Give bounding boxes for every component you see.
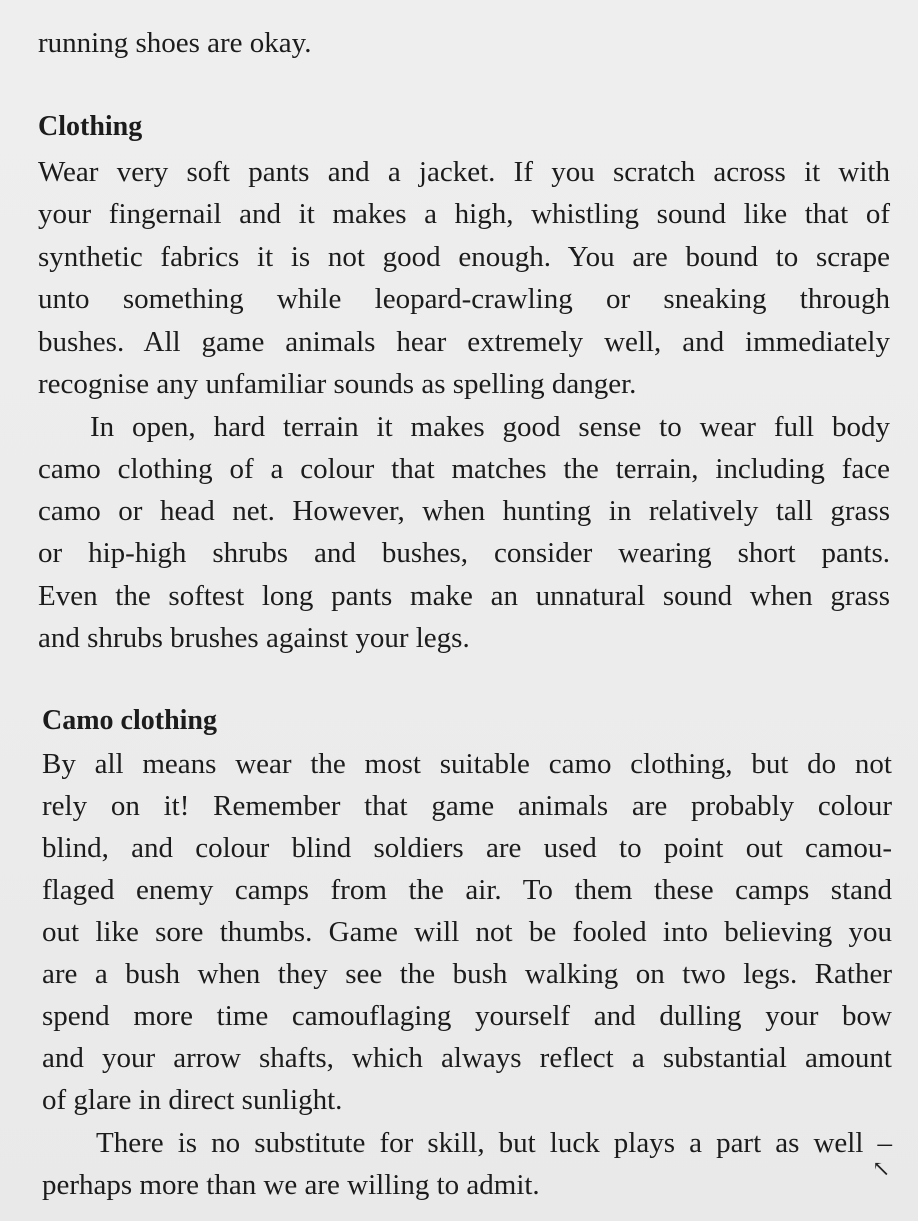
section-heading-clothing: Clothing xyxy=(38,111,143,142)
text-line: By all means wear the most suitable camo clothing, but do not xyxy=(42,748,892,780)
text-line: blind, and colour blind soldiers are used to point out camou- xyxy=(42,832,892,864)
text-line: camo clothing of a colour that matches the terrain, including face xyxy=(38,453,890,485)
text-line: and shrubs brushes against your legs. xyxy=(38,622,470,654)
text-line: Even the softest long pants make an unnatural sound when grass xyxy=(38,580,890,612)
text-line: Wear very soft pants and a jacket. If you scratch across it with xyxy=(38,156,890,188)
text-line: spend more time camouflaging yourself and dulling your bow xyxy=(42,1000,892,1032)
text-line: synthetic fabrics it is not good enough. You are bound to scrape xyxy=(38,241,890,273)
text-line: or hip-high shrubs and bushes, consider wearing short pants. xyxy=(38,537,890,569)
text-line: flaged enemy camps from the air. To them these camps stand xyxy=(42,874,892,906)
text-line: In open, hard terrain it makes good sense to wear full body xyxy=(90,411,890,443)
text-line: and your arrow shafts, which always reflect a substantial amount xyxy=(42,1042,892,1074)
text-line: recognise any unfamiliar sounds as spelling danger. xyxy=(38,368,637,400)
text-line: There is no substitute for skill, but luck plays a part as well – xyxy=(96,1127,892,1159)
section-heading-camo-clothing: Camo clothing xyxy=(42,705,217,736)
text-line: camo or head net. However, when hunting in relatively tall grass xyxy=(38,495,890,527)
text-line: of glare in direct sunlight. xyxy=(42,1084,343,1116)
text-line: bushes. All game animals hear extremely well, and immediately xyxy=(38,326,890,358)
intro-line: running shoes are okay. xyxy=(38,27,312,59)
text-line: perhaps more than we are willing to admit. xyxy=(42,1169,540,1201)
text-line: unto something while leopard-crawling or sneaking through xyxy=(38,283,890,315)
text-line: are a bush when they see the bush walking on two legs. Rather xyxy=(42,958,892,990)
text-line: rely on it! Remember that game animals are probably colour xyxy=(42,790,892,822)
text-line: out like sore thumbs. Game will not be fooled into believing you xyxy=(42,916,892,948)
text-line: your fingernail and it makes a high, whistling sound like that of xyxy=(38,198,890,230)
end-mark-icon: ↖ xyxy=(872,1156,891,1181)
